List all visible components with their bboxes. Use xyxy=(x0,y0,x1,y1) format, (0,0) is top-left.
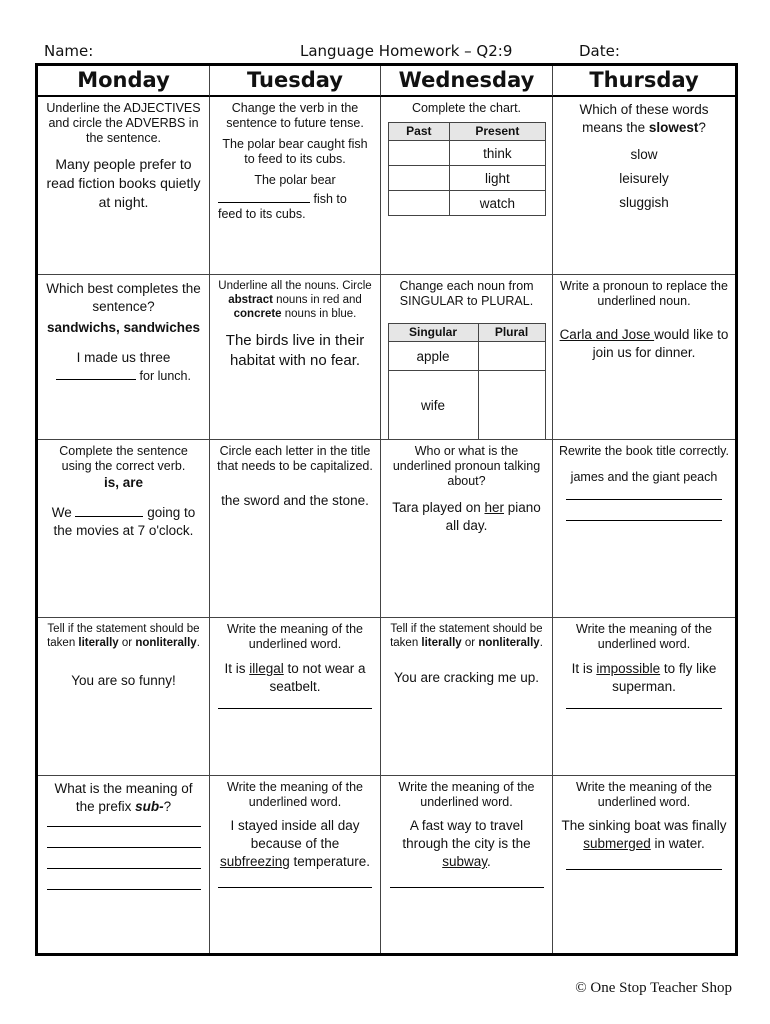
day-thursday: Thursday xyxy=(553,66,735,97)
sentence: The sinking boat was finally submerged in water. xyxy=(561,818,727,851)
prompt: What is the meaning of the prefix sub-? xyxy=(54,781,193,814)
sentence: A fast way to travel through the city is the subway. xyxy=(402,818,531,869)
homework-grid xyxy=(35,63,738,956)
r2-thursday xyxy=(553,275,735,440)
copyright-footer: © One Stop Teacher Shop xyxy=(575,980,732,996)
worksheet-title: Language Homework – Q2:9 xyxy=(300,42,513,60)
col-plural: Plural xyxy=(478,324,545,342)
blank-post: fish to feed to its cubs. xyxy=(218,192,347,221)
past-cell[interactable] xyxy=(388,141,450,166)
prompt: Write the meaning of the underlined word. xyxy=(398,780,535,809)
r5-thursday xyxy=(553,776,735,953)
blank-pre: The polar bear xyxy=(254,173,336,187)
prompt: Write the meaning of the underlined word. xyxy=(227,780,363,809)
answer-blank[interactable] xyxy=(56,367,136,380)
r2-monday xyxy=(38,275,210,440)
sentence: It is illegal to not wear a seatbelt. xyxy=(224,661,366,694)
r2-tuesday xyxy=(210,275,381,440)
col-past: Past xyxy=(388,123,450,141)
col-singular: Singular xyxy=(388,324,478,342)
present-cell: light xyxy=(450,166,545,191)
r4-tuesday xyxy=(210,618,381,776)
prompt: Which best completes the sentence? xyxy=(46,281,201,314)
present-cell: think xyxy=(450,141,545,166)
answer-line[interactable] xyxy=(47,847,201,848)
answer-blank[interactable] xyxy=(75,504,143,517)
r3-wednesday xyxy=(381,440,553,618)
answer-blank[interactable] xyxy=(218,190,310,203)
sentence: We going to the movies at 7 o'clock. xyxy=(51,505,196,538)
day-tuesday: Tuesday xyxy=(210,66,381,97)
sentence-post: for lunch. xyxy=(139,369,191,383)
sentence: You are cracking me up. xyxy=(393,670,540,685)
sentence: I stayed inside all day because of the subfreezing temperature. xyxy=(219,818,371,869)
option: slow xyxy=(630,147,658,162)
prompt: Tell if the statement should be taken literally or nonliterally. xyxy=(47,623,200,649)
sentence: Tara played on her piano all day. xyxy=(392,500,541,533)
r4-monday xyxy=(38,618,210,776)
prompt: Complete the sentence using the correct verb. xyxy=(59,444,188,473)
singular-cell: apple xyxy=(388,342,478,371)
r1-tuesday xyxy=(210,97,381,275)
r3-monday xyxy=(38,440,210,618)
prompt: Write the meaning of the underlined word. xyxy=(576,622,712,651)
prompt: Who or what is the underlined pronoun talking about? xyxy=(392,444,541,488)
answer-line[interactable] xyxy=(47,826,201,827)
prompt: Change each noun from SINGULAR to PLURAL. xyxy=(399,279,534,308)
prompt: Write the meaning of the underlined word. xyxy=(227,622,363,651)
answer-line[interactable] xyxy=(390,887,544,888)
answer-line[interactable] xyxy=(47,868,201,869)
sentence: the sword and the stone. xyxy=(221,493,369,508)
option: leisurely xyxy=(619,171,669,186)
name-label: Name: xyxy=(44,42,94,60)
book-title: james and the giant peach xyxy=(570,470,718,484)
sentence: The birds live in their habitat with no fear. xyxy=(225,332,365,369)
sentence-pre: I made us three xyxy=(76,350,171,365)
r5-monday xyxy=(38,776,210,953)
prompt: Rewrite the book title correctly. xyxy=(559,444,729,458)
day-monday: Monday xyxy=(38,66,210,97)
choices: sandwichs, sandwiches xyxy=(46,320,201,335)
past-cell[interactable] xyxy=(388,166,450,191)
sentence: Carla and Jose would like to join us for dinner. xyxy=(559,327,729,360)
prompt: Change the verb in the sentence to future tense. xyxy=(226,101,364,130)
prompt: Write a pronoun to replace the underlined noun. xyxy=(560,279,728,308)
answer-line[interactable] xyxy=(566,708,722,709)
sentence: It is impossible to fly like superman. xyxy=(571,661,717,694)
answer-line[interactable] xyxy=(218,708,372,709)
past-cell[interactable] xyxy=(388,191,450,216)
answer-line[interactable] xyxy=(47,889,201,890)
r3-thursday xyxy=(553,440,735,618)
prompt: Underline all the nouns. Circle abstract nouns in red and concrete nouns in blue. xyxy=(218,280,372,320)
sentence: You are so funny! xyxy=(71,673,176,688)
singular-cell: wife xyxy=(388,371,478,440)
sentence: The polar bear caught fish to feed to its cubs. xyxy=(222,137,368,166)
plural-cell[interactable] xyxy=(478,342,545,371)
present-cell: watch xyxy=(450,191,545,216)
answer-line[interactable] xyxy=(218,887,372,888)
prompt: Tell if the statement should be taken literally or nonliterally. xyxy=(390,623,543,649)
prompt: Underline the ADJECTIVES and circle the ADVERBS in the sentence. xyxy=(46,101,201,145)
r2-wednesday xyxy=(381,275,553,440)
choices: is, are xyxy=(103,475,144,490)
r1-monday xyxy=(38,97,210,275)
prompt: Which of these words means the slowest? xyxy=(579,102,709,135)
sentence: Many people prefer to read fiction books quietly at night. xyxy=(46,156,201,210)
day-wednesday: Wednesday xyxy=(381,66,553,97)
prompt: Write the meaning of the underlined word. xyxy=(576,780,712,809)
option: sluggish xyxy=(619,195,669,210)
tense-chart xyxy=(388,122,546,216)
date-label: Date: xyxy=(579,42,620,60)
r4-wednesday xyxy=(381,618,553,776)
answer-line[interactable] xyxy=(566,869,722,870)
r5-tuesday xyxy=(210,776,381,953)
plural-chart xyxy=(388,323,546,440)
r5-wednesday xyxy=(381,776,553,953)
answer-line[interactable] xyxy=(566,520,722,521)
r1-wednesday xyxy=(381,97,553,275)
col-present: Present xyxy=(450,123,545,141)
plural-cell[interactable] xyxy=(478,371,545,440)
answer-line[interactable] xyxy=(566,499,722,500)
prompt: Circle each letter in the title that needs to be capitalized. xyxy=(217,444,373,473)
r4-thursday xyxy=(553,618,735,776)
prompt: Complete the chart. xyxy=(411,101,522,115)
r3-tuesday xyxy=(210,440,381,618)
r1-thursday xyxy=(553,97,735,275)
